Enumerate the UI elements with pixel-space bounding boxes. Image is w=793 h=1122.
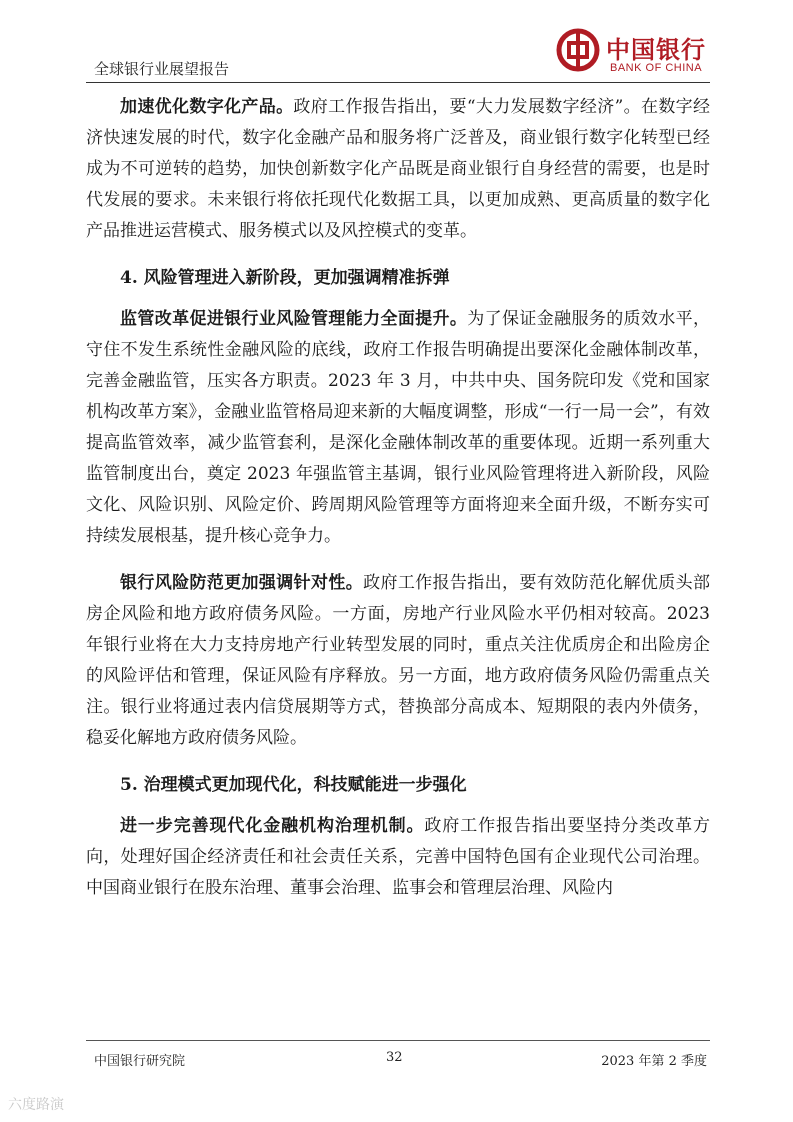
paragraph-regulatory-reform <box>86 304 710 552</box>
page-number: 32 <box>386 1050 403 1065</box>
paragraph-governance <box>86 811 710 904</box>
watermark: 六度路演 <box>8 1096 64 1112</box>
paragraph-text: 政府工作报告指出要坚持分类改革方向，处理好国企经济责任和社会责任关系，完善中国特色国有企业现代公司治理。中国商业银行在股东治理、董事会治理、监事会和管理层治理、风险内 <box>86 816 710 898</box>
paragraph-text: 政府工作报告指出，要“大力发展数字经济”。在数字经济快速发展的时代，数字化金融产品和服务将广泛普及，商业银行数字化转型已经成为不可逆转的趋势，加快创新数字化产品既是商业银行自身经营的需要，也是时代发展的要求。未来银行将依托现代化数据工具，以更加成熟、更高质量的数字化产品推进运营模式、服务模式以及风控模式的变革。 <box>86 97 710 241</box>
document-body <box>86 92 710 920</box>
report-title: 全球银行业展望报告 <box>94 60 230 78</box>
header-divider <box>86 82 710 83</box>
paragraph-lead: 银行风险防范更加强调针对性。 <box>120 573 364 593</box>
footer-divider <box>86 1040 710 1041</box>
boc-emblem-icon <box>556 28 600 72</box>
paragraph-risk-prevention <box>86 568 710 754</box>
logo-chinese-text: 中国银行 <box>606 35 706 64</box>
footer-period: 2023 年第 2 季度 <box>601 1054 707 1069</box>
paragraph-text: 政府工作报告指出，要有效防范化解优质头部房企风险和地方政府债务风险。一方面，房地产行业风险水平仍相对较高。2023 年银行业将在大力支持房地产行业转型发展的同时，重点关注优质房企和出险房企的风险评估和管理，保证风险有序释放。另一方面，地方政府债务风险仍需重点关注。银行业将通过表内信贷展期等方式，替换部分高成本、短期限的表内外债务，稳妥化解地方政府债务风险。 <box>86 573 711 748</box>
footer-institute: 中国银行研究院 <box>94 1054 186 1069</box>
paragraph-digital-products <box>86 92 710 247</box>
paragraph-lead: 进一步完善现代化金融机构治理机制。 <box>120 816 425 836</box>
logo-english-text: BANK OF CHINA <box>610 62 703 74</box>
paragraph-lead: 加速优化数字化产品。 <box>120 97 294 117</box>
paragraph-text: 为了保证金融服务的质效水平，守住不发生系统性金融风险的底线，政府工作报告明确提出要深化金融体制改革，完善金融监管，压实各方职责。2023 年 3 月，中共中央、国务院印发《党和国家机构改革方案》，金融业监管格局迎来新的大幅度调整，形成“一行一局一会”，有效提高监管效率，减少监管套利，是深化金融体制改革的重要体现。近期一系列重大监管制度出台，奠定 2023 年强监管主基调，银行业风险管理将进入新阶段，风险文化、风险识别、风险定价、跨周期风险管理等方面将迎来全面升级，不断夯实可持续发展根基，提升核心竞争力。 <box>86 309 711 546</box>
paragraph-lead: 监管改革促进银行业风险管理能力全面提升。 <box>120 309 468 329</box>
bank-logo <box>556 28 716 78</box>
section-heading-5: 5. 治理模式更加现代化，科技赋能进一步强化 <box>120 775 467 795</box>
section-heading-4: 4. 风险管理进入新阶段，更加强调精准拆弹 <box>120 268 450 288</box>
